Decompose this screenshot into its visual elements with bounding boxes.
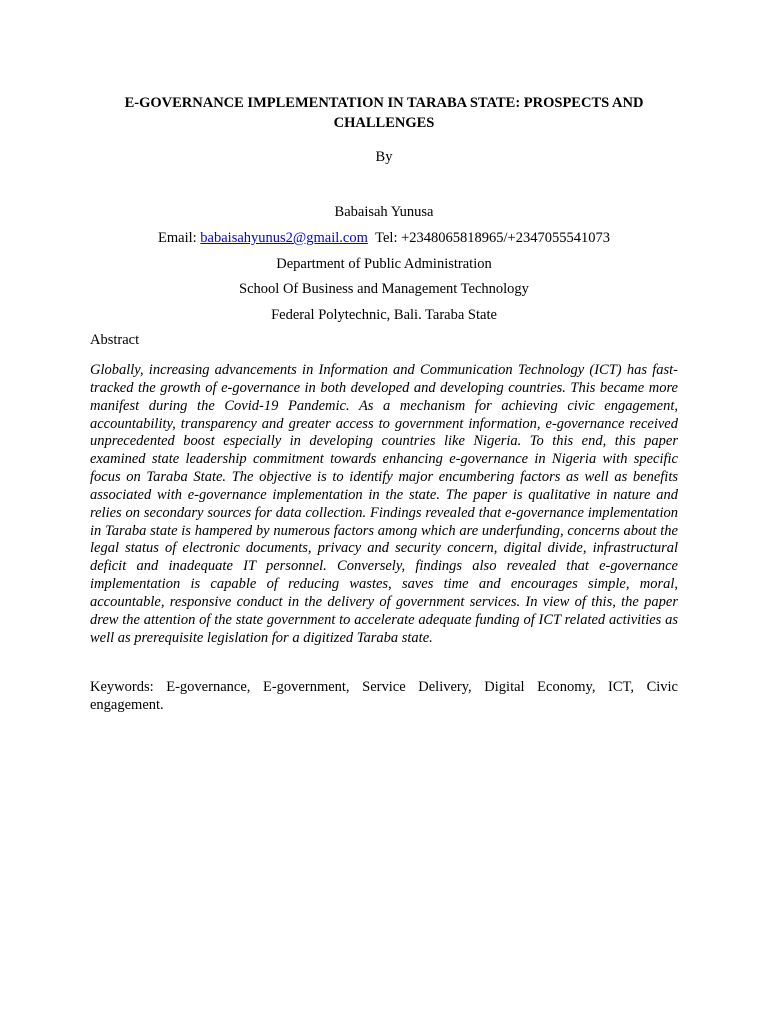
telephone-text: Tel: +2348065818965/+2347055541073 xyxy=(375,230,610,246)
school-line: School Of Business and Management Technology xyxy=(239,281,529,297)
department-line: Department of Public Administration xyxy=(276,256,492,272)
by-line: By xyxy=(375,149,393,165)
author-name: Babaisah Yunusa xyxy=(334,204,434,220)
email-label: Email: xyxy=(158,230,201,246)
abstract-text: Globally, increasing advancements in Information and Communication Technology (ICT) has fast-tracked the growth of e-governance in both developed and developing countries. This became more manifest during the Covid-19 Pandemic. As a mechanism for achieving civic engagement, accountability, transparency and greater access to government information, e-governance received unprecedented boost especially in developing countries like Nigeria. To this end, this paper examined state leadership commitment towards enhancing e-governance in Nigeria with specific focus on Taraba State. The objective is to identify major encumbering factors as well as benefits associated with e-governance implementation in the state. The paper is qualitative in nature and relies on secondary sources for data collection. Findings revealed that e-governance implementation in Taraba state is hampered by numerous factors among which are underfunding, concerns about the legal status of electronic documents, privacy and security concern, digital divide, infrastructural deficit and inadequate IT personnel. Conversely, findings also revealed that e-governance implementation is capable of reducing wastes, saves time and encourages simple, moral, accountable, responsive conduct in the delivery of government services. In view of this, the paper drew the attention of the state government to accelerate adequate funding of ICT related activities as well as prerequisite legislation for a digitized Taraba state. xyxy=(90,362,678,646)
institution-line: Federal Polytechnic, Bali. Taraba State xyxy=(271,307,497,323)
keywords-text: Keywords: E-governance, E-government, Service Delivery, Digital Economy, ICT, Civic engagement. xyxy=(90,679,678,713)
paper-title: E-GOVERNANCE IMPLEMENTATION IN TARABA STATE: PROSPECTS AND CHALLENGES xyxy=(124,95,644,131)
contact-line xyxy=(0,229,768,247)
abstract-heading: Abstract xyxy=(90,332,140,348)
email-link[interactable]: babaisahyunus2@gmail.com xyxy=(200,230,368,246)
